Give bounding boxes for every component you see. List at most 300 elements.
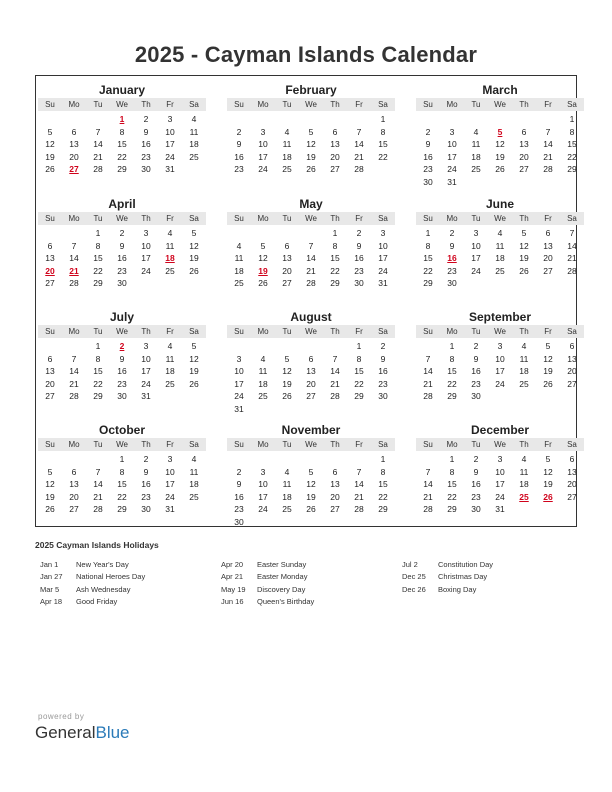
holiday-name: New Year's Day xyxy=(76,560,129,569)
day-cell: 1 xyxy=(425,228,431,238)
day-cell: 25 xyxy=(189,491,199,502)
day-cell: 22 xyxy=(93,265,103,276)
day-cell: 6 xyxy=(332,466,338,477)
day-cell: 18 xyxy=(165,366,175,376)
weekday-label: We xyxy=(116,214,128,223)
day-cell: 26 xyxy=(543,378,553,389)
day-cell: 10 xyxy=(165,466,175,477)
empty-cell xyxy=(275,227,299,240)
holiday-name: Boxing Day xyxy=(438,584,477,594)
day-cell: 27 xyxy=(567,378,577,389)
day-cell: 10 xyxy=(141,240,151,251)
day-cell: 28 xyxy=(354,164,364,174)
weekday-label: Tu xyxy=(282,327,292,336)
day-cell: 7 xyxy=(95,466,101,477)
weekday-label: Fr xyxy=(355,440,363,449)
day-cell: 16 xyxy=(471,479,481,489)
day-cell: 18 xyxy=(165,253,175,263)
weekday-label: Fr xyxy=(355,214,363,223)
day-cell: 24 xyxy=(495,378,505,389)
day-cell: 7 xyxy=(569,228,575,238)
day-cell: 26 xyxy=(45,164,55,174)
powered-by-label: powered by xyxy=(38,712,85,721)
day-cell: 13 xyxy=(45,253,55,263)
day-cell: 30 xyxy=(234,516,244,527)
day-cell: 19 xyxy=(495,151,505,162)
empty-cell xyxy=(347,453,371,466)
day-cell: 22 xyxy=(423,265,433,276)
day-cell: 4 xyxy=(260,353,266,364)
day-cell: 23 xyxy=(471,491,481,502)
weekday-label: Sa xyxy=(189,214,199,223)
empty-cell xyxy=(275,453,299,466)
day-cell: 5 xyxy=(191,228,197,238)
day-cell: 2 xyxy=(119,228,125,238)
weekday-label: Fr xyxy=(544,100,552,109)
day-grid xyxy=(227,113,395,176)
weekday-header xyxy=(416,438,584,451)
day-cell: 16 xyxy=(471,366,481,376)
day-cell: 13 xyxy=(567,466,577,477)
day-cell: 14 xyxy=(306,253,316,263)
day-cell: 30 xyxy=(447,278,457,288)
day-cell: 22 xyxy=(93,378,103,389)
day-cell: 28 xyxy=(354,504,364,514)
holiday-name: Easter Monday xyxy=(257,572,308,582)
day-cell: 13 xyxy=(567,353,577,364)
day-cell: 15 xyxy=(447,366,457,376)
day-grid xyxy=(416,340,584,403)
weekday-header xyxy=(227,98,395,111)
month-name: March xyxy=(482,83,518,97)
empty-cell xyxy=(251,453,275,466)
weekday-label: Th xyxy=(330,327,340,336)
day-cell: 5 xyxy=(545,454,551,464)
holiday-row xyxy=(402,559,493,571)
day-cell: 3 xyxy=(473,228,479,238)
holiday-date: Apr 18 xyxy=(40,596,63,606)
holiday-date: Apr 20 xyxy=(221,560,244,569)
day-cell: 1 xyxy=(380,454,386,464)
day-cell: 2 xyxy=(356,228,362,238)
day-cell: 25 xyxy=(258,391,268,401)
day-cell: 5 xyxy=(191,341,197,351)
weekday-label: Sa xyxy=(567,327,577,336)
holiday-row xyxy=(40,559,145,571)
day-cell: 8 xyxy=(569,126,575,137)
day-cell: 14 xyxy=(423,479,433,489)
holiday-column xyxy=(40,559,145,608)
day-cell: 16 xyxy=(117,253,127,263)
day-cell: 1 xyxy=(449,454,455,464)
day-cell: 11 xyxy=(165,240,175,251)
month-august xyxy=(227,309,395,415)
day-cell: 31 xyxy=(165,164,175,174)
day-cell: 5 xyxy=(308,466,314,477)
day-cell: 19 xyxy=(189,366,199,376)
day-cell: 16 xyxy=(141,479,151,489)
day-cell: 8 xyxy=(356,353,362,364)
holiday-date: Jun 16 xyxy=(221,596,244,606)
weekday-label: We xyxy=(305,327,317,336)
month-may xyxy=(227,196,395,290)
day-cell: 9 xyxy=(380,353,386,364)
day-cell: 2 xyxy=(473,341,479,351)
day-cell: 30 xyxy=(378,391,388,401)
day-cell: 15 xyxy=(330,253,340,263)
day-cell: 27 xyxy=(330,164,340,174)
day-cell: 31 xyxy=(447,176,457,187)
day-cell: 4 xyxy=(473,126,479,137)
day-cell: 17 xyxy=(258,491,268,502)
day-cell: 22 xyxy=(117,491,127,502)
month-april xyxy=(38,196,206,290)
weekday-label: We xyxy=(116,327,128,336)
weekday-label: Tu xyxy=(93,327,103,336)
day-cell: 19 xyxy=(306,151,316,162)
weekday-label: Th xyxy=(330,100,340,109)
day-cell: 3 xyxy=(167,114,173,124)
day-cell: 17 xyxy=(495,479,505,489)
day-cell: 12 xyxy=(45,139,55,149)
empty-cell xyxy=(227,227,251,240)
weekday-label: Su xyxy=(423,440,433,449)
weekday-label: Th xyxy=(519,327,529,336)
day-cell: 1 xyxy=(332,228,338,238)
day-cell: 16 xyxy=(234,151,244,162)
weekday-label: We xyxy=(494,440,506,449)
day-cell: 15 xyxy=(93,253,103,263)
holiday-date: Jul 2 xyxy=(402,560,418,569)
day-cell: 10 xyxy=(234,366,244,376)
day-cell: 18 xyxy=(471,151,481,162)
month-march xyxy=(416,82,584,188)
day-cell: 7 xyxy=(356,126,362,137)
day-cell: 2 xyxy=(425,126,431,137)
day-cell: 20 xyxy=(306,378,316,389)
day-cell: 8 xyxy=(95,240,101,251)
weekday-label: Th xyxy=(141,327,151,336)
day-cell: 4 xyxy=(191,454,197,464)
day-cell: 1 xyxy=(119,114,125,124)
day-cell: 18 xyxy=(282,151,292,162)
month-name: July xyxy=(109,310,134,324)
day-cell: 8 xyxy=(449,466,455,477)
day-cell: 2 xyxy=(449,228,455,238)
day-cell: 9 xyxy=(119,240,125,251)
day-cell: 24 xyxy=(258,164,268,174)
month-name: June xyxy=(485,197,514,211)
page-title: 2025 - Cayman Islands Calendar xyxy=(134,42,478,67)
day-cell: 12 xyxy=(258,253,268,263)
day-cell: 6 xyxy=(71,466,77,477)
day-cell: 7 xyxy=(545,126,551,137)
day-cell: 22 xyxy=(447,491,457,502)
day-cell: 19 xyxy=(543,366,553,376)
day-cell: 29 xyxy=(330,278,340,288)
month-july xyxy=(38,309,206,403)
day-cell: 23 xyxy=(234,504,244,514)
weekday-label: Su xyxy=(234,327,244,336)
day-cell: 19 xyxy=(189,253,199,263)
empty-cell xyxy=(464,113,488,126)
empty-cell xyxy=(416,113,440,126)
day-cell: 15 xyxy=(378,139,388,149)
day-cell: 9 xyxy=(449,240,455,251)
day-cell: 24 xyxy=(378,265,388,276)
day-cell: 3 xyxy=(143,341,149,351)
day-cell: 7 xyxy=(71,353,77,364)
day-cell: 22 xyxy=(447,378,457,389)
day-cell: 29 xyxy=(93,278,103,288)
day-cell: 18 xyxy=(234,265,244,276)
day-grid xyxy=(416,227,584,290)
weekday-label: Fr xyxy=(166,327,174,336)
day-cell: 4 xyxy=(284,126,290,137)
day-cell: 21 xyxy=(306,265,316,276)
day-cell: 21 xyxy=(69,265,79,276)
day-cell: 21 xyxy=(354,151,364,162)
day-cell: 15 xyxy=(447,479,457,489)
day-cell: 21 xyxy=(567,253,577,263)
day-cell: 11 xyxy=(234,253,244,263)
day-cell: 4 xyxy=(284,466,290,477)
day-cell: 12 xyxy=(519,240,529,251)
day-cell: 10 xyxy=(258,139,268,149)
day-cell: 20 xyxy=(330,491,340,502)
day-cell: 21 xyxy=(354,491,364,502)
holiday-row xyxy=(221,571,314,583)
weekday-label: Su xyxy=(423,327,433,336)
day-grid xyxy=(416,113,584,188)
weekday-label: Su xyxy=(45,214,55,223)
day-cell: 25 xyxy=(471,164,481,174)
day-cell: 30 xyxy=(354,278,364,288)
weekday-label: Sa xyxy=(189,327,199,336)
day-cell: 11 xyxy=(471,139,481,149)
weekday-label: We xyxy=(305,214,317,223)
month-name: February xyxy=(285,83,337,97)
day-grid xyxy=(38,453,206,516)
holiday-name: National Heroes Day xyxy=(76,572,146,582)
weekday-label: Fr xyxy=(355,100,363,109)
day-cell: 29 xyxy=(447,391,457,401)
day-cell: 14 xyxy=(354,139,364,149)
empty-cell xyxy=(347,113,371,126)
day-cell: 6 xyxy=(71,126,77,137)
day-cell: 1 xyxy=(95,228,101,238)
holiday-row xyxy=(402,571,493,583)
day-cell: 16 xyxy=(354,253,364,263)
day-cell: 3 xyxy=(260,126,266,137)
day-cell: 13 xyxy=(519,139,529,149)
day-cell: 29 xyxy=(423,278,433,288)
weekday-label: Sa xyxy=(567,100,577,109)
empty-cell xyxy=(416,453,440,466)
month-name: November xyxy=(281,423,341,437)
day-grid xyxy=(227,227,395,290)
day-cell: 19 xyxy=(519,253,529,263)
day-cell: 9 xyxy=(473,353,479,364)
day-cell: 9 xyxy=(143,466,149,477)
weekday-label: Mo xyxy=(257,440,269,449)
day-cell: 26 xyxy=(45,504,55,514)
weekday-label: We xyxy=(305,440,317,449)
day-cell: 8 xyxy=(95,353,101,364)
day-cell: 25 xyxy=(234,278,244,288)
day-cell: 12 xyxy=(543,353,553,364)
day-cell: 1 xyxy=(380,114,386,124)
weekday-label: Fr xyxy=(166,100,174,109)
empty-cell xyxy=(416,340,440,353)
weekday-label: Sa xyxy=(189,440,199,449)
day-cell: 8 xyxy=(332,240,338,251)
weekday-label: Sa xyxy=(567,440,577,449)
day-cell: 21 xyxy=(93,151,103,162)
day-cell: 10 xyxy=(258,479,268,489)
weekday-label: Th xyxy=(141,440,151,449)
weekday-label: Tu xyxy=(471,100,481,109)
day-cell: 26 xyxy=(258,278,268,288)
day-cell: 8 xyxy=(380,466,386,477)
day-cell: 5 xyxy=(308,126,314,137)
day-cell: 9 xyxy=(236,139,242,149)
day-cell: 19 xyxy=(306,491,316,502)
day-cell: 12 xyxy=(306,139,316,149)
holiday-name: Easter Sunday xyxy=(257,560,307,569)
weekday-label: Su xyxy=(45,100,55,109)
day-cell: 16 xyxy=(447,253,457,263)
day-cell: 7 xyxy=(425,466,431,477)
day-cell: 5 xyxy=(521,228,527,238)
day-cell: 14 xyxy=(423,366,433,376)
day-cell: 21 xyxy=(69,378,79,389)
day-cell: 21 xyxy=(543,151,553,162)
day-cell: 7 xyxy=(356,466,362,477)
holiday-name: Discovery Day xyxy=(257,584,306,594)
day-cell: 20 xyxy=(69,151,79,162)
empty-cell xyxy=(38,227,62,240)
day-cell: 13 xyxy=(543,240,553,251)
day-cell: 12 xyxy=(282,366,292,376)
day-cell: 6 xyxy=(47,240,53,251)
day-cell: 17 xyxy=(141,366,151,376)
day-cell: 24 xyxy=(165,151,175,162)
weekday-header xyxy=(38,212,206,225)
day-cell: 13 xyxy=(69,479,79,489)
day-cell: 31 xyxy=(141,391,151,401)
day-cell: 20 xyxy=(519,151,529,162)
day-cell: 18 xyxy=(519,479,529,489)
day-cell: 20 xyxy=(45,265,55,276)
day-cell: 3 xyxy=(143,228,149,238)
day-cell: 17 xyxy=(471,253,481,263)
day-cell: 6 xyxy=(284,240,290,251)
weekday-label: Th xyxy=(330,214,340,223)
weekday-label: Su xyxy=(234,214,244,223)
month-october xyxy=(38,422,206,516)
day-cell: 3 xyxy=(497,341,503,351)
day-cell: 21 xyxy=(93,491,103,502)
day-cell: 4 xyxy=(167,341,173,351)
weekday-label: Tu xyxy=(282,214,292,223)
day-cell: 29 xyxy=(117,164,127,174)
day-cell: 20 xyxy=(567,366,577,376)
day-cell: 25 xyxy=(165,378,175,389)
holiday-name: Constitution Day xyxy=(438,560,494,569)
brand-general-text: General xyxy=(35,723,96,742)
day-cell: 4 xyxy=(497,228,503,238)
day-cell: 5 xyxy=(497,126,503,137)
day-cell: 3 xyxy=(236,353,242,364)
day-cell: 9 xyxy=(356,240,362,251)
day-cell: 3 xyxy=(167,454,173,464)
holiday-date: Dec 26 xyxy=(402,584,426,594)
day-cell: 28 xyxy=(69,391,79,401)
day-cell: 26 xyxy=(306,164,316,174)
day-cell: 5 xyxy=(47,126,53,137)
day-cell: 30 xyxy=(471,391,481,401)
empty-cell xyxy=(488,113,512,126)
day-cell: 18 xyxy=(189,139,199,149)
weekday-header xyxy=(416,98,584,111)
weekday-label: We xyxy=(494,214,506,223)
day-cell: 17 xyxy=(165,139,175,149)
day-cell: 21 xyxy=(423,378,433,389)
day-cell: 20 xyxy=(543,253,553,263)
day-cell: 24 xyxy=(234,391,244,401)
weekday-header xyxy=(227,438,395,451)
brand-logo[interactable] xyxy=(35,723,130,743)
holiday-row xyxy=(221,596,314,608)
day-cell: 25 xyxy=(519,378,529,389)
day-grid xyxy=(227,453,395,528)
day-cell: 1 xyxy=(119,454,125,464)
weekday-label: Fr xyxy=(544,214,552,223)
day-cell: 8 xyxy=(119,466,125,477)
weekday-label: Tu xyxy=(282,100,292,109)
day-cell: 25 xyxy=(189,151,199,162)
empty-cell xyxy=(86,113,110,126)
day-cell: 28 xyxy=(69,278,79,288)
empty-cell xyxy=(86,453,110,466)
empty-cell xyxy=(38,453,62,466)
day-cell: 19 xyxy=(282,378,292,389)
weekday-label: Su xyxy=(234,440,244,449)
day-cell: 23 xyxy=(141,491,151,502)
weekday-label: Su xyxy=(45,327,55,336)
day-cell: 2 xyxy=(236,466,242,477)
weekday-label: Mo xyxy=(68,327,80,336)
day-cell: 12 xyxy=(495,139,505,149)
day-cell: 27 xyxy=(69,504,79,514)
weekday-label: Tu xyxy=(282,440,292,449)
weekday-label: Mo xyxy=(68,214,80,223)
day-cell: 11 xyxy=(189,466,199,477)
holiday-date: May 19 xyxy=(221,584,246,594)
day-cell: 25 xyxy=(495,265,505,276)
day-cell: 26 xyxy=(189,265,199,276)
day-cell: 18 xyxy=(519,366,529,376)
holiday-row xyxy=(40,571,145,583)
day-cell: 6 xyxy=(308,353,314,364)
month-january xyxy=(38,82,206,176)
weekday-label: Th xyxy=(519,100,529,109)
month-june xyxy=(416,196,584,290)
day-cell: 28 xyxy=(423,391,433,401)
month-december xyxy=(416,422,584,516)
day-cell: 14 xyxy=(69,253,79,263)
